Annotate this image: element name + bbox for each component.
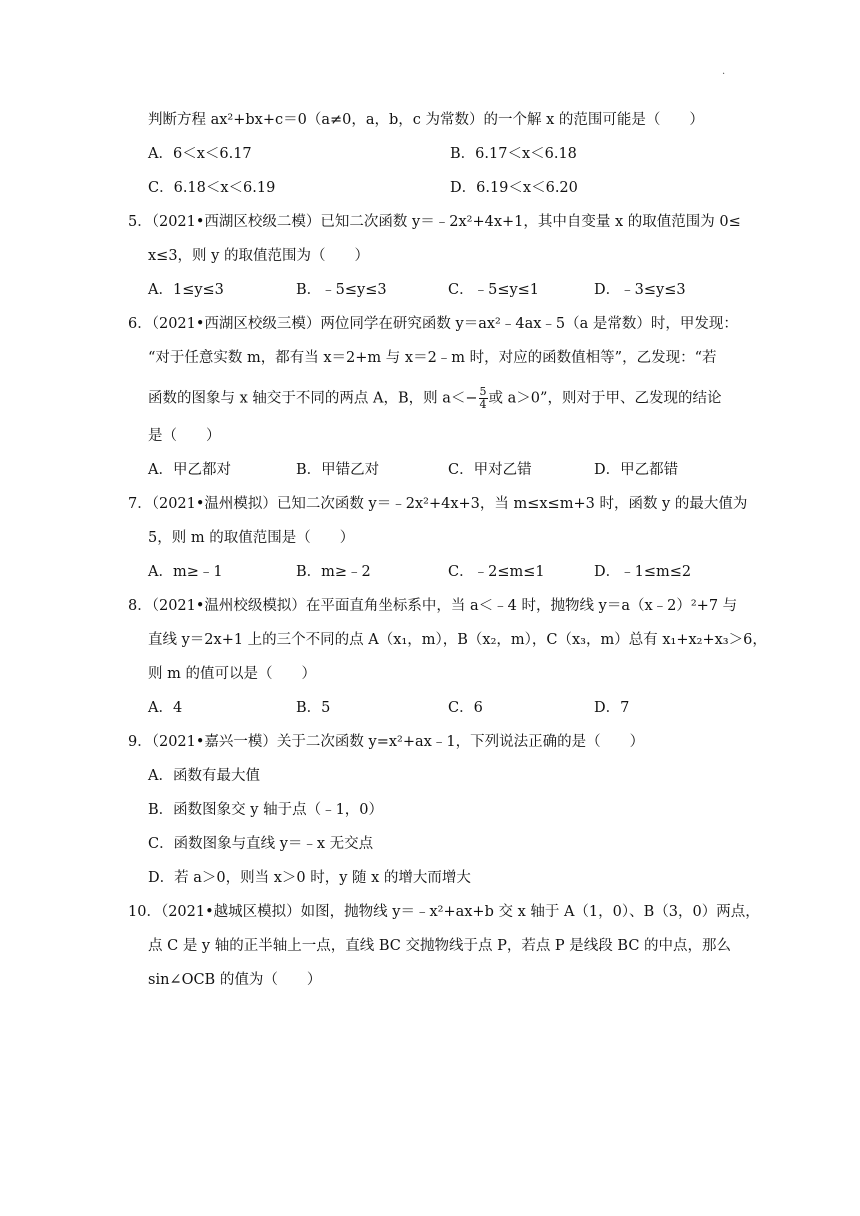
q6-stem-line4: 是（ ）: [148, 428, 221, 444]
fraction-5-4: [479, 386, 488, 411]
q4-stem: 判断方程 ax²+bx+c＝0（a≠0，a，b，c 为常数）的一个解 x 的范围可能是（ ）: [148, 112, 704, 128]
q7-option-c: C．﹣2≤m≤1: [448, 564, 545, 580]
q6-stem-line3: [148, 386, 721, 411]
q6-stem-line3-pre: 函数的图象与 x 轴交于不同的两点 A，B，则 a＜−: [148, 390, 478, 407]
q9-option-a: A．函数有最大值: [148, 768, 260, 784]
q8-stem-line3: 则 m 的值可以是（ ）: [148, 666, 316, 682]
q6-option-d: D．甲乙都错: [594, 462, 679, 478]
q5-option-d: D．﹣3≤y≤3: [594, 282, 686, 298]
q4-option-b: B．6.17＜x＜6.18: [450, 146, 577, 162]
q6-stem-line1: 6．（2021•西湖区校级三模）两位同学在研究函数 y＝ax²﹣4ax﹣5（a 是常数）时，甲发现：: [128, 316, 738, 332]
q9-stem: 9．（2021•嘉兴一模）关于二次函数 y=x²+ax﹣1，下列说法正确的是（ ）: [128, 734, 645, 750]
q5-stem-line2: x≤3，则 y 的取值范围为（ ）: [148, 248, 369, 264]
q10-stem-line1: 10．（2021•越城区模拟）如图，抛物线 y＝﹣x²+ax+b 交 x 轴于 A（1，0）、B（3，0）两点，: [128, 904, 760, 920]
q8-stem-line2: 直线 y＝2x+1 上的三个不同的点 A（x₁，m），B（x₂，m），C（x₃，m）总有 x₁+x₂+x₃＞6，: [148, 632, 767, 648]
header-dot: .: [722, 66, 726, 77]
q4-option-a: A．6＜x＜6.17: [148, 146, 252, 162]
q5-option-c: C．﹣5≤y≤1: [448, 282, 540, 298]
q10-stem-line3: sin∠OCB 的值为（ ）: [148, 972, 322, 988]
q7-option-b: B．m≥﹣2: [296, 564, 371, 580]
q6-stem-line2: “对于任意实数 m，都有当 x＝2+m 与 x＝2﹣m 时，对应的函数值相等”，乙发现：“若: [148, 350, 717, 366]
q6-option-a: A．甲乙都对: [148, 462, 231, 478]
q5-stem-line1: 5．（2021•西湖区校级二模）已知二次函数 y＝﹣2x²+4x+1，其中自变量 x 的取值范围为 0≤: [128, 214, 741, 230]
q7-stem-line2: 5，则 m 的取值范围是（ ）: [148, 530, 355, 546]
q6-option-b: B．甲错乙对: [296, 462, 380, 478]
fraction-numerator: 5: [479, 385, 487, 398]
q6-stem-line3-post: 或 a＞0”，则对于甲、乙发现的结论: [488, 390, 722, 407]
q4-option-c: C．6.18＜x＜6.19: [148, 180, 276, 196]
q10-stem-line2: 点 C 是 y 轴的正半轴上一点，直线 BC 交抛物线于点 P，若点 P 是线段 BC 的中点，那么: [148, 938, 732, 954]
q6-option-c: C．甲对乙错: [448, 462, 532, 478]
q5-option-b: B．﹣5≤y≤3: [296, 282, 387, 298]
fraction-denominator: 4: [479, 398, 487, 411]
q5-option-a: A．1≤y≤3: [148, 282, 224, 298]
q8-option-b: B．5: [296, 700, 331, 716]
q7-stem-line1: 7．（2021•温州模拟）已知二次函数 y＝﹣2x²+4x+3，当 m≤x≤m+3 时，函数 y 的最大值为: [128, 496, 748, 512]
q8-option-d: D．7: [594, 700, 630, 716]
q7-option-d: D．﹣1≤m≤2: [594, 564, 692, 580]
q9-option-d: D．若 a＞0，则当 x＞0 时，y 随 x 的增大而增大: [148, 870, 471, 886]
q4-option-d: D．6.19＜x＜6.20: [450, 180, 578, 196]
q9-option-c: C．函数图象与直线 y＝﹣x 无交点: [148, 836, 374, 852]
q9-option-b: B．函数图象交 y 轴于点（﹣1，0）: [148, 802, 384, 818]
q8-stem-line1: 8．（2021•温州校级模拟）在平面直角坐标系中，当 a＜﹣4 时，抛物线 y＝a（x﹣2）²+7 与: [128, 598, 738, 614]
q8-option-c: C．6: [448, 700, 483, 716]
q8-option-a: A．4: [148, 700, 183, 716]
q7-option-a: A．m≥﹣1: [148, 564, 223, 580]
